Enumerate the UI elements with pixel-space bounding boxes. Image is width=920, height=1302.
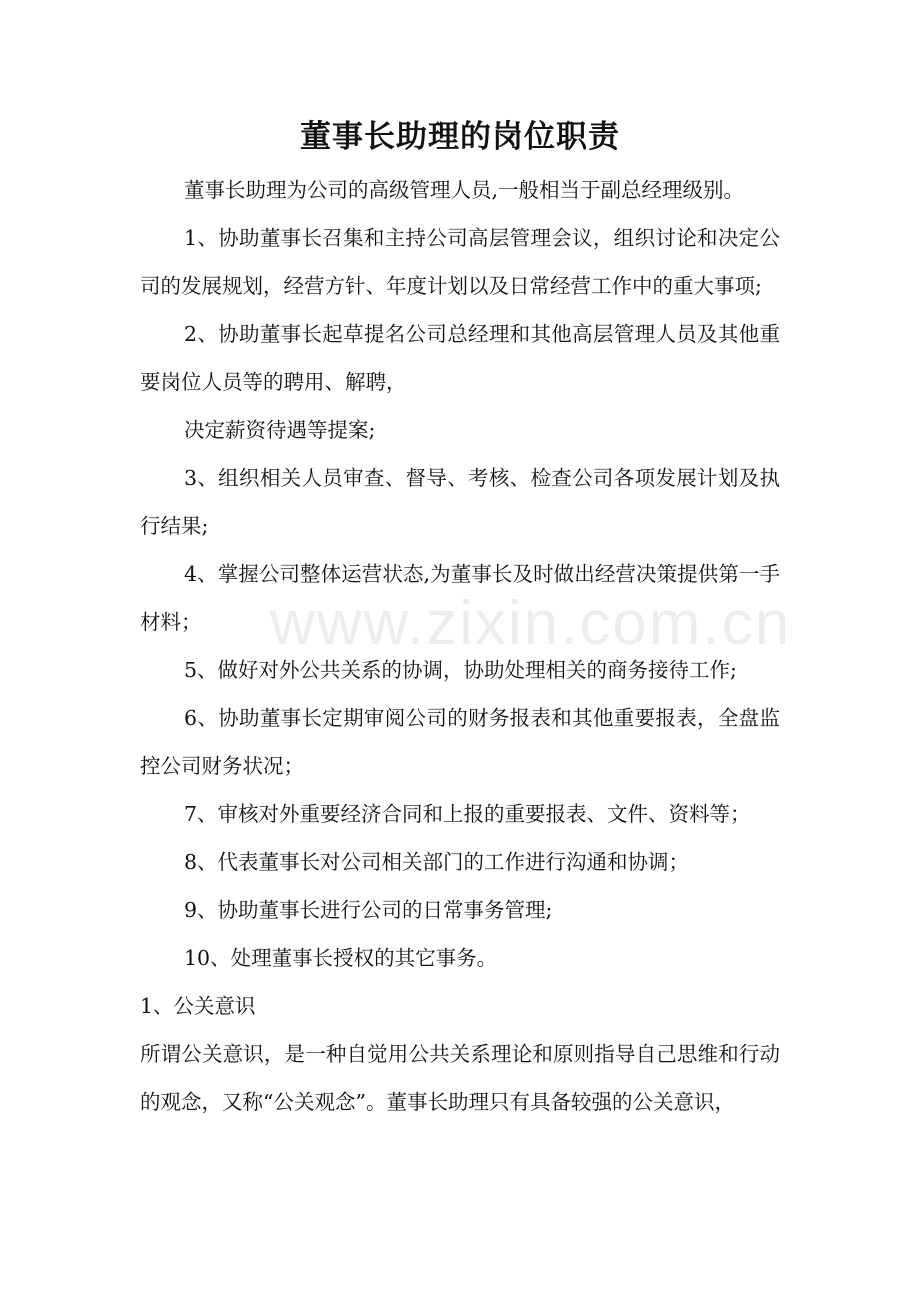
duty-item-5: 5、做好对外公共关系的协调，协助处理相关的商务接待工作;	[184, 658, 737, 682]
section-heading: 1、公关意识	[140, 994, 256, 1018]
duty-item-4: 4、掌握公司整体运营状态,为董事长及时做出经营决策提供第一手材料；	[140, 562, 780, 634]
duty-item-10: 10、处理董事长授权的其它事务。	[184, 946, 498, 970]
duty-item-6: 6、协助董事长定期审阅公司的财务报表和其他重要报表，全盘监控公司财务状况；	[140, 706, 780, 778]
duty-item-2-continued: 决定薪资待遇等提案;	[184, 418, 376, 442]
watermark: www.zixin.com.cn	[270, 589, 792, 658]
duty-item-2: 2、协助董事长起草提名公司总经理和其他高层管理人员及其他重要岗位人员等的聘用、解聘，	[140, 322, 780, 394]
duty-item-1: 1、协助董事长召集和主持公司高层管理会议，组织讨论和决定公司的发展规划，经营方针、年度计划以及日常经营工作中的重大事项;	[140, 226, 780, 298]
duty-item-9: 9、协助董事长进行公司的日常事务管理;	[184, 898, 553, 922]
section-body: 所谓公关意识，是一种自觉用公共关系理论和原则指导自己思维和行动的观念，又称“公关观念”。董事长助理只有具备较强的公关意识，	[140, 1042, 780, 1114]
duty-item-7: 7、审核对外重要经济合同和上报的重要报表、文件、资料等；	[184, 802, 751, 826]
document-title: 董事长助理的岗位职责	[300, 119, 620, 155]
duty-item-3: 3、组织相关人员审查、督导、考核、检查公司各项发展计划及执行结果;	[140, 466, 780, 538]
duty-item-8: 8、代表董事长对公司相关部门的工作进行沟通和协调；	[184, 850, 690, 874]
intro-paragraph: 董事长助理为公司的高级管理人员,一般相当于副总经理级别。	[184, 178, 745, 202]
